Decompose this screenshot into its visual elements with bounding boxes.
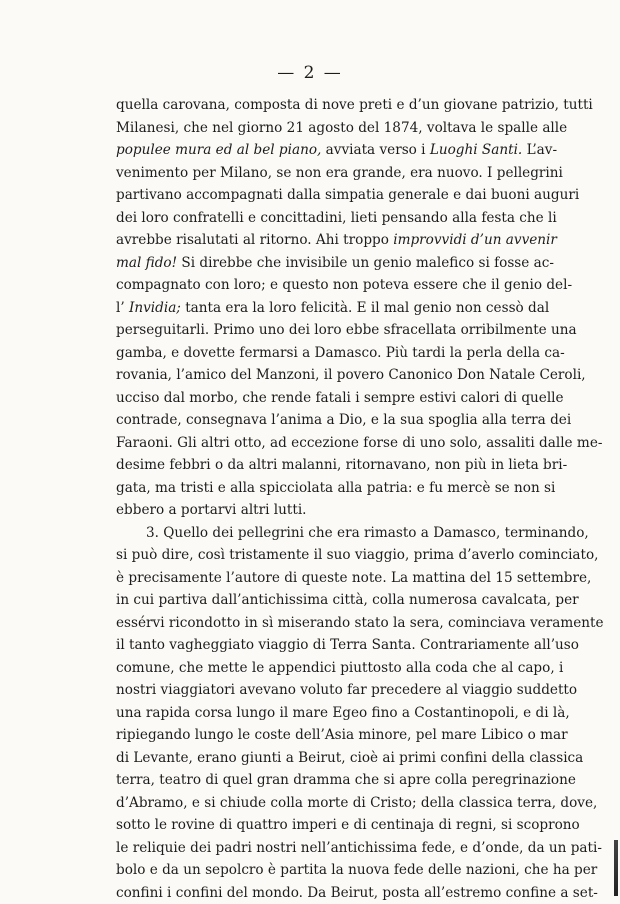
text-segment: avviata verso i (321, 142, 430, 158)
text-segment: ebbero a portarvi altri lutti. (116, 502, 307, 518)
text-line (116, 139, 528, 162)
text-line (116, 544, 528, 567)
text-segment: nostri viaggiatori avevano voluto far precedere al viaggio suddetto (116, 682, 577, 698)
text-line (116, 162, 528, 185)
text-line (116, 274, 528, 297)
body-text (116, 94, 528, 904)
text-segment: confini i confini del mondo. Da Beirut, posta all’estremo confine a set- (116, 885, 598, 901)
text-segment: ucciso dal morbo, che rende fatali i sempre estivi calori di quelle (116, 390, 564, 406)
text-line (116, 454, 528, 477)
text-segment: terra, teatro di quel gran dramma che si apre colla peregrinazione (116, 772, 576, 788)
text-segment: Faraoni. Gli altri otto, ad eccezione forse di uno solo, assaliti dalle me- (116, 435, 602, 451)
text-line (116, 837, 528, 860)
text-segment: sotto le rovine di quattro imperi e di centinaja di regni, si scoprono (116, 817, 580, 833)
text-segment: essérvi ricondotto in sì miserando stato la sera, cominciava veramente (116, 615, 604, 631)
text-line (116, 769, 528, 792)
text-segment: comune, che mette le appendici piuttosto alla coda che al capo, i (116, 660, 563, 676)
text-segment: gata, ma tristi e alla spicciolata alla patria: e fu mercè se non si (116, 480, 555, 496)
text-line (116, 522, 528, 545)
text-segment: è precisamente l’autore di queste note. La mattina del 15 settembre, (116, 570, 591, 586)
text-segment: di Levante, erano giunti a Beirut, cioè ai primi confini della classica (116, 750, 583, 766)
text-segment: d’Abramo, e si chiude colla morte di Cristo; della classica terra, dove, (116, 795, 597, 811)
page-edge-mark (614, 840, 618, 896)
text-line (116, 814, 528, 837)
text-line (116, 589, 528, 612)
italic-text: populee mura ed al bel piano, (116, 142, 321, 158)
text-segment: venimento per Milano, se non era grande, era nuovo. I pellegrini (116, 165, 563, 181)
text-segment: tanta era la loro felicità. E il mal genio non cessò dal (181, 300, 549, 316)
text-segment: il tanto vagheggiato viaggio di Terra Santa. Contrariamente all’uso (116, 637, 579, 653)
page-number: — 2 — (0, 63, 620, 83)
text-line (116, 882, 528, 904)
text-line (116, 567, 528, 590)
text-line (116, 409, 528, 432)
text-line (116, 342, 528, 365)
text-segment: partivano accompagnati dalla simpatia generale e dai buoni auguri (116, 187, 579, 203)
text-segment: Si direbbe che invisibile un genio malefico si fosse ac- (177, 255, 554, 271)
text-line (116, 859, 528, 882)
text-segment: si può dire, così tristamente il suo viaggio, prima d’averlo cominciato, (116, 547, 599, 563)
text-line (116, 747, 528, 770)
text-line (116, 702, 528, 725)
text-segment: perseguitarli. Primo uno dei loro ebbe sfracellata orribilmente una (116, 322, 577, 338)
text-line (116, 612, 528, 635)
text-segment: avrebbe risalutati al ritorno. Ahi troppo (116, 232, 393, 248)
text-segment: una rapida corsa lungo il mare Egeo fino a Costantinopoli, e di là, (116, 705, 570, 721)
italic-text: Luoghi Santi. (430, 142, 522, 158)
text-line (116, 297, 528, 320)
text-line (116, 94, 528, 117)
text-segment: compagnato con loro; e questo non poteva essere che il genio del- (116, 277, 572, 293)
italic-text: mal fido! (116, 255, 177, 271)
text-line (116, 319, 528, 342)
text-segment: dei loro confratelli e concittadini, lieti pensando alla festa che li (116, 210, 557, 226)
text-segment: le reliquie dei padri nostri nell’antichissima fede, e d’onde, da un pati- (116, 840, 602, 856)
text-segment: bolo e da un sepolcro è partita la nuova fede delle nazioni, che ha per (116, 862, 597, 878)
text-line (116, 387, 528, 410)
text-line (116, 724, 528, 747)
text-segment: L’av- (522, 142, 557, 158)
text-segment: l’ (116, 300, 129, 316)
italic-text: improvvidi d’un avvenir (393, 232, 557, 248)
text-line (116, 634, 528, 657)
text-line (116, 252, 528, 275)
text-line (116, 792, 528, 815)
text-segment: in cui partiva dall’antichissima città, colla numerosa cavalcata, per (116, 592, 579, 608)
text-segment: rovania, l’amico del Manzoni, il povero Canonico Don Natale Ceroli, (116, 367, 586, 383)
text-segment: ripiegando lungo le coste dell’Asia minore, pel mare Libico o mar (116, 727, 568, 743)
text-segment: quella carovana, composta di nove preti e d’un giovane patrizio, tutti (116, 97, 593, 113)
text-line (116, 432, 528, 455)
text-line (116, 184, 528, 207)
text-line (116, 679, 528, 702)
text-segment: desime febbri o da altri malanni, ritornavano, non più in lieta bri- (116, 457, 567, 473)
text-line (116, 499, 528, 522)
italic-text: Invidia; (129, 300, 181, 316)
text-line (116, 477, 528, 500)
text-line (116, 207, 528, 230)
text-segment: Milanesi, che nel giorno 21 agosto del 1874, voltava le spalle alle (116, 120, 567, 136)
text-segment: 3. Quello dei pellegrini che era rimasto a Damasco, terminando, (146, 525, 589, 541)
text-line (116, 117, 528, 140)
text-line (116, 657, 528, 680)
text-line (116, 229, 528, 252)
text-segment: gamba, e dovette fermarsi a Damasco. Più tardi la perla della ca- (116, 345, 565, 361)
text-line (116, 364, 528, 387)
text-segment: contrade, consegnava l’anima a Dio, e la sua spoglia alla terra dei (116, 412, 571, 428)
